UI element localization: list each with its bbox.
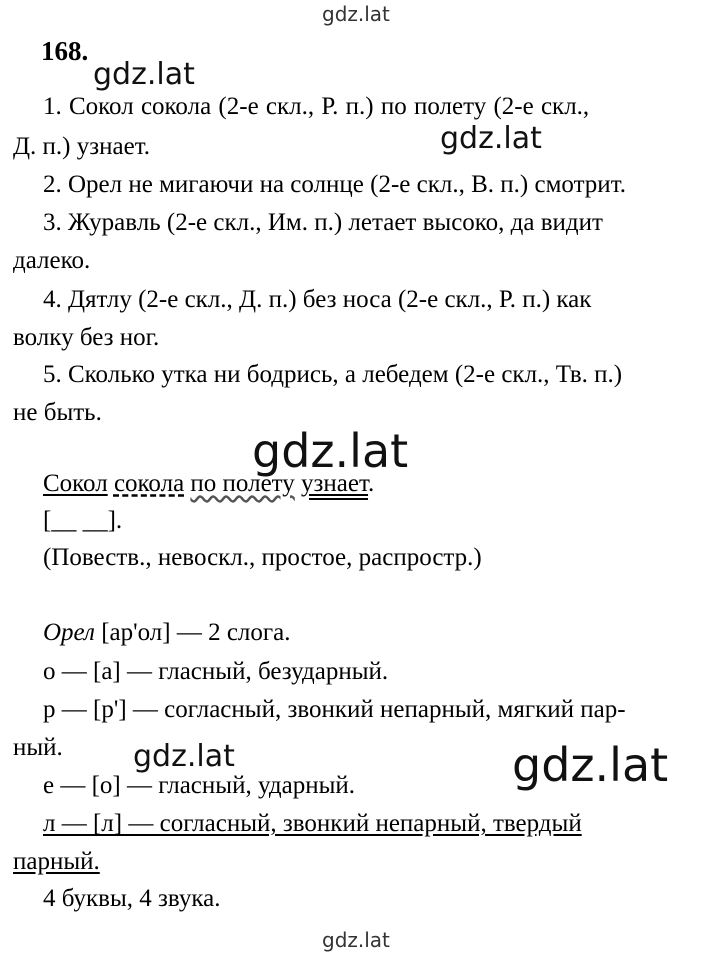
subject-word: Сокол — [43, 470, 108, 497]
phonetic-line-o: о — [а] — гласный, безударный. — [43, 658, 389, 685]
watermark-4: gdz.lat — [133, 739, 235, 774]
watermark-3: gdz.lat — [252, 424, 409, 478]
predicate-word: узнает — [301, 470, 369, 497]
exercise-line-4: 3. Журавль (2-е скл., Им. п.) летает высоко, да видит — [43, 209, 603, 236]
exercise-line-2: Д. п.) узнает. — [13, 133, 150, 160]
phonetic-transcription: [ар'ол] — 2 слога. — [94, 619, 291, 646]
sentence-period: . — [368, 470, 375, 497]
sentence-schema: [__ __]. — [43, 507, 123, 534]
watermark-2: gdz.lat — [440, 121, 542, 156]
watermark-1: gdz.lat — [93, 57, 195, 92]
phonetic-line-e: е — [о] — гласный, ударный. — [43, 772, 355, 799]
phonetic-word: Орел — [43, 619, 95, 646]
exercise-line-5: далеко. — [13, 247, 91, 274]
exercise-line-7: волку без ног. — [13, 324, 160, 351]
exercise-line-3: 2. Орел не мигаючи на солнце (2-е скл., В. п.) смотрит. — [43, 171, 626, 198]
phonetic-line-l: л — [л] — согласный, звонкий непарный, твердый — [43, 810, 582, 837]
phonetic-summary: 4 буквы, 4 звука. — [43, 885, 221, 912]
watermark-top: gdz.lat — [322, 2, 390, 26]
exercise-number: 168. — [41, 36, 89, 66]
exercise-line-9: не быть. — [13, 399, 102, 426]
watermark-5: gdz.lat — [512, 738, 669, 792]
exercise-line-8: 5. Сколько утка ни бодрись, а лебедем (2-е скл., Тв. п.) — [43, 361, 623, 388]
phonetic-line-l-cont: парный. — [13, 848, 100, 875]
exercise-line-6: 4. Дятлу (2-е скл., Д. п.) без носа (2-е скл., Р. п.) как — [43, 286, 592, 313]
phonetic-heading — [43, 620, 291, 645]
adverbial-word: по полету — [190, 470, 295, 497]
phonetic-line-r: р — [р'] — согласный, звонкий непарный, мягкий пар- — [43, 696, 626, 723]
phonetic-line-r-cont: ный. — [13, 734, 63, 761]
exercise-line-1: 1. Сокол сокола (2-е скл., Р. п.) по полету (2-е скл., — [43, 93, 590, 120]
object-word: сокола — [113, 470, 185, 497]
watermark-bottom: gdz.lat — [322, 928, 390, 952]
sentence-characteristics: (Повеств., невоскл., простое, распростр.) — [43, 544, 482, 571]
